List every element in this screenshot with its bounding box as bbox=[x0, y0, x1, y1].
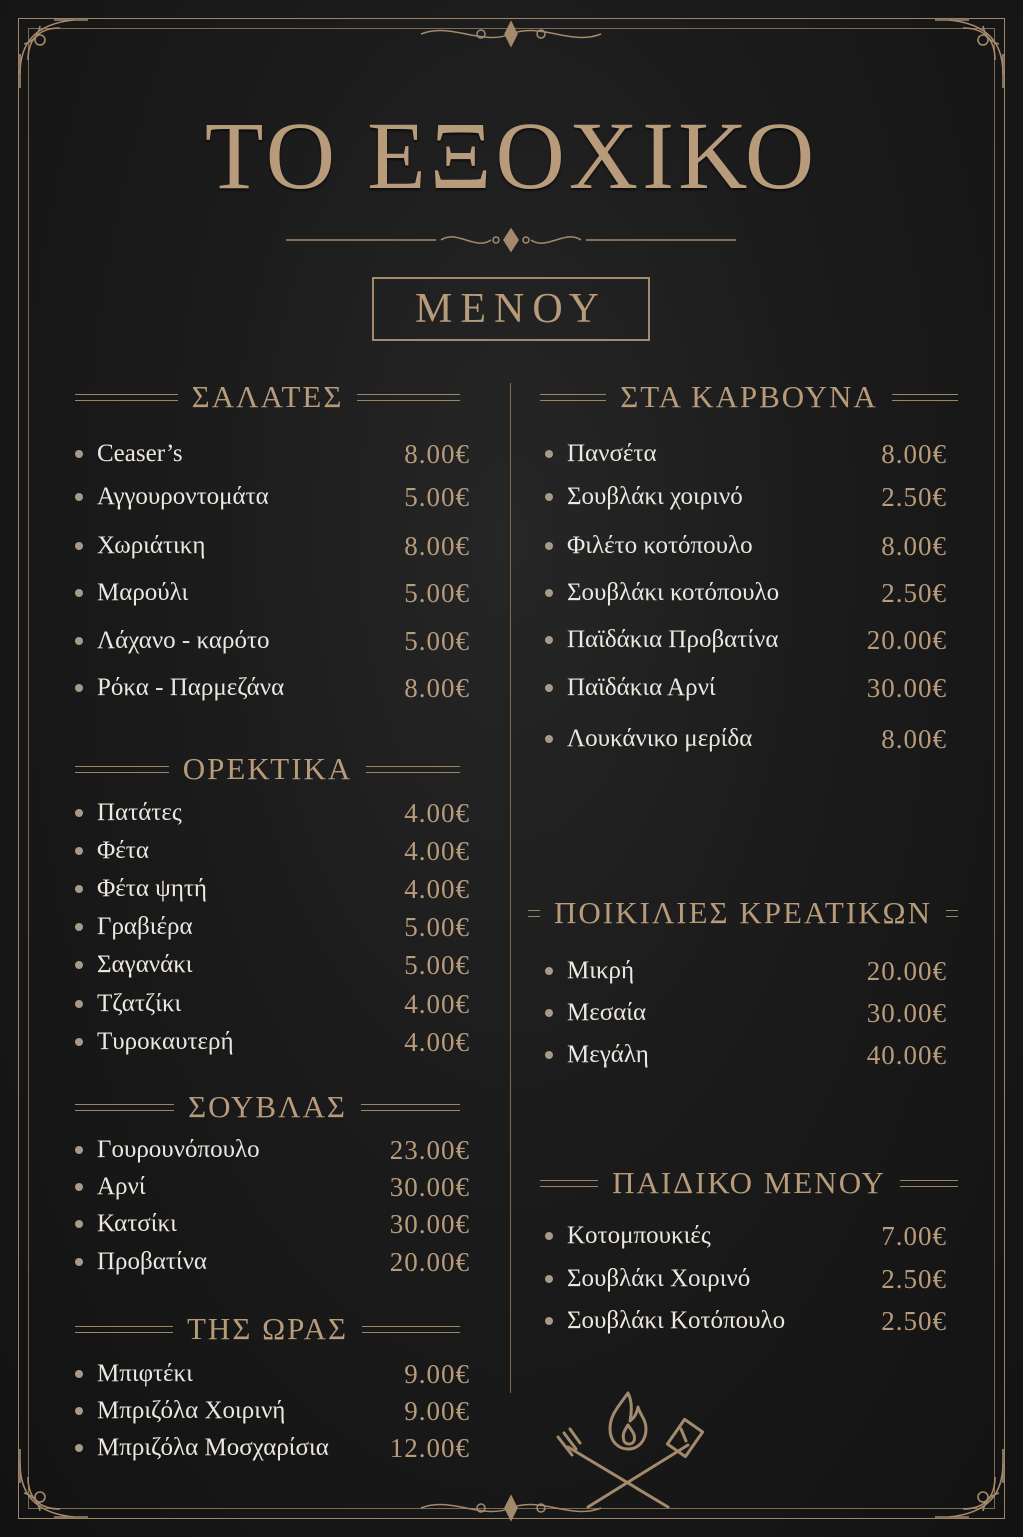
menu-item: Αρνί 30.00€ bbox=[75, 1169, 470, 1205]
bullet-icon bbox=[545, 735, 553, 743]
menu-item: Μικρή 20.00€ bbox=[545, 953, 947, 989]
bullet-icon bbox=[545, 1232, 553, 1240]
menu-item: Ceaser’s 8.00€ bbox=[75, 436, 470, 472]
menu-item: Τυροκαυτερή 4.00€ bbox=[75, 1024, 470, 1060]
section-header-souvlas: ΣΟΥΒΛΑΣ bbox=[75, 1090, 460, 1124]
column-divider bbox=[510, 383, 511, 1393]
menu-item: Μεγάλη 40.00€ bbox=[545, 1037, 947, 1073]
menu-item: Κοτομπουκιές 7.00€ bbox=[545, 1218, 947, 1254]
menu-item: Φιλέτο κοτόπουλο 8.00€ bbox=[545, 528, 947, 564]
bullet-icon bbox=[545, 1275, 553, 1283]
restaurant-title: ΤΟ ΕΞΟΧΙΚΟ bbox=[204, 102, 819, 209]
menu-item: Φέτα ψητή 4.00€ bbox=[75, 871, 470, 907]
ornamental-corner-icon bbox=[929, 14, 1009, 94]
bullet-icon bbox=[75, 589, 83, 597]
menu-item: Σουβλάκι χοιρινό 2.50€ bbox=[545, 479, 947, 515]
menu-item: Λάχανο - καρότο 5.00€ bbox=[75, 623, 470, 659]
bullet-icon bbox=[545, 542, 553, 550]
bullet-icon bbox=[75, 684, 83, 692]
menu-item: Μπριζόλα Μοσχαρίσια 12.00€ bbox=[75, 1430, 470, 1466]
bullet-icon bbox=[75, 1444, 83, 1452]
menu-item: Κατσίκι 30.00€ bbox=[75, 1206, 470, 1242]
bullet-icon bbox=[75, 637, 83, 645]
section-header-tis-oras: ΤΗΣ ΩΡΑΣ bbox=[75, 1312, 460, 1346]
bullet-icon bbox=[545, 1009, 553, 1017]
bullet-icon bbox=[545, 1317, 553, 1325]
bullet-icon bbox=[75, 450, 83, 458]
menu-item: Προβατίνα 20.00€ bbox=[75, 1244, 470, 1280]
menu-item: Παϊδάκια Προβατίνα 20.00€ bbox=[545, 622, 947, 658]
ornamental-corner-icon bbox=[14, 14, 94, 94]
bullet-icon bbox=[75, 847, 83, 855]
menu-item: Μπριζόλα Χοιρινή 9.00€ bbox=[75, 1393, 470, 1429]
bullet-icon bbox=[75, 923, 83, 931]
flourish-divider-icon bbox=[286, 225, 736, 255]
menu-item: Σουβλάκι Κοτόπουλο 2.50€ bbox=[545, 1303, 947, 1339]
menu-item: Χωριάτικη 8.00€ bbox=[75, 528, 470, 564]
menu-item: Τζατζίκι 4.00€ bbox=[75, 986, 470, 1022]
bullet-icon bbox=[75, 493, 83, 501]
bullet-icon bbox=[545, 1051, 553, 1059]
bullet-icon bbox=[545, 684, 553, 692]
bullet-icon bbox=[545, 493, 553, 501]
menu-item: Αγγουροντομάτα 5.00€ bbox=[75, 479, 470, 515]
flourish-divider-icon bbox=[411, 14, 611, 54]
menu-label: ΜΕΝΟΥ bbox=[372, 277, 650, 341]
menu-item: Ρόκα - Παρμεζάνα 8.00€ bbox=[75, 670, 470, 706]
bullet-icon bbox=[75, 1000, 83, 1008]
section-header-sta-karvouna: ΣΤΑ ΚΑΡΒΟΥΝΑ bbox=[540, 380, 958, 414]
bullet-icon bbox=[75, 1407, 83, 1415]
bullet-icon bbox=[75, 1038, 83, 1046]
bullet-icon bbox=[545, 589, 553, 597]
menu-item: Γουρουνόπουλο 23.00€ bbox=[75, 1132, 470, 1168]
section-header-poikilies: ΠΟΙΚΙΛΙΕΣ ΚΡΕΑΤΙΚΩΝ bbox=[528, 896, 958, 930]
bullet-icon bbox=[75, 1183, 83, 1191]
bullet-icon bbox=[75, 961, 83, 969]
bullet-icon bbox=[545, 636, 553, 644]
section-header-salates: ΣΑΛΑΤΕΣ bbox=[75, 380, 460, 414]
bullet-icon bbox=[75, 1370, 83, 1378]
menu-item: Μπιφτέκι 9.00€ bbox=[75, 1356, 470, 1392]
menu-item: Φέτα 4.00€ bbox=[75, 833, 470, 869]
bullet-icon bbox=[75, 1146, 83, 1154]
menu-item: Σουβλάκι Χοιρινό 2.50€ bbox=[545, 1261, 947, 1297]
menu-item: Πατάτες 4.00€ bbox=[75, 795, 470, 831]
bullet-icon bbox=[75, 1220, 83, 1228]
menu-item: Λουκάνικο μερίδα 8.00€ bbox=[545, 721, 947, 757]
section-header-paidiko: ΠΑΙΔΙΚΟ ΜΕΝΟΥ bbox=[540, 1166, 958, 1200]
menu-item: Παϊδάκια Αρνί 30.00€ bbox=[545, 670, 947, 706]
section-header-orektika: ΟΡΕΚΤΙΚΑ bbox=[75, 752, 460, 786]
bbq-fork-spatula-flame-icon bbox=[548, 1385, 708, 1515]
menu-item: Σαγανάκι 5.00€ bbox=[75, 947, 470, 983]
ornamental-corner-icon bbox=[929, 1443, 1009, 1523]
bullet-icon bbox=[75, 1258, 83, 1266]
bullet-icon bbox=[75, 542, 83, 550]
menu-item: Μεσαία 30.00€ bbox=[545, 995, 947, 1031]
bullet-icon bbox=[75, 885, 83, 893]
menu-item: Πανσέτα 8.00€ bbox=[545, 436, 947, 472]
menu-item: Σουβλάκι κοτόπουλο 2.50€ bbox=[545, 575, 947, 611]
menu-item: Γραβιέρα 5.00€ bbox=[75, 909, 470, 945]
bullet-icon bbox=[545, 967, 553, 975]
bullet-icon bbox=[545, 450, 553, 458]
menu-item: Μαρούλι 5.00€ bbox=[75, 575, 470, 611]
bullet-icon bbox=[75, 809, 83, 817]
